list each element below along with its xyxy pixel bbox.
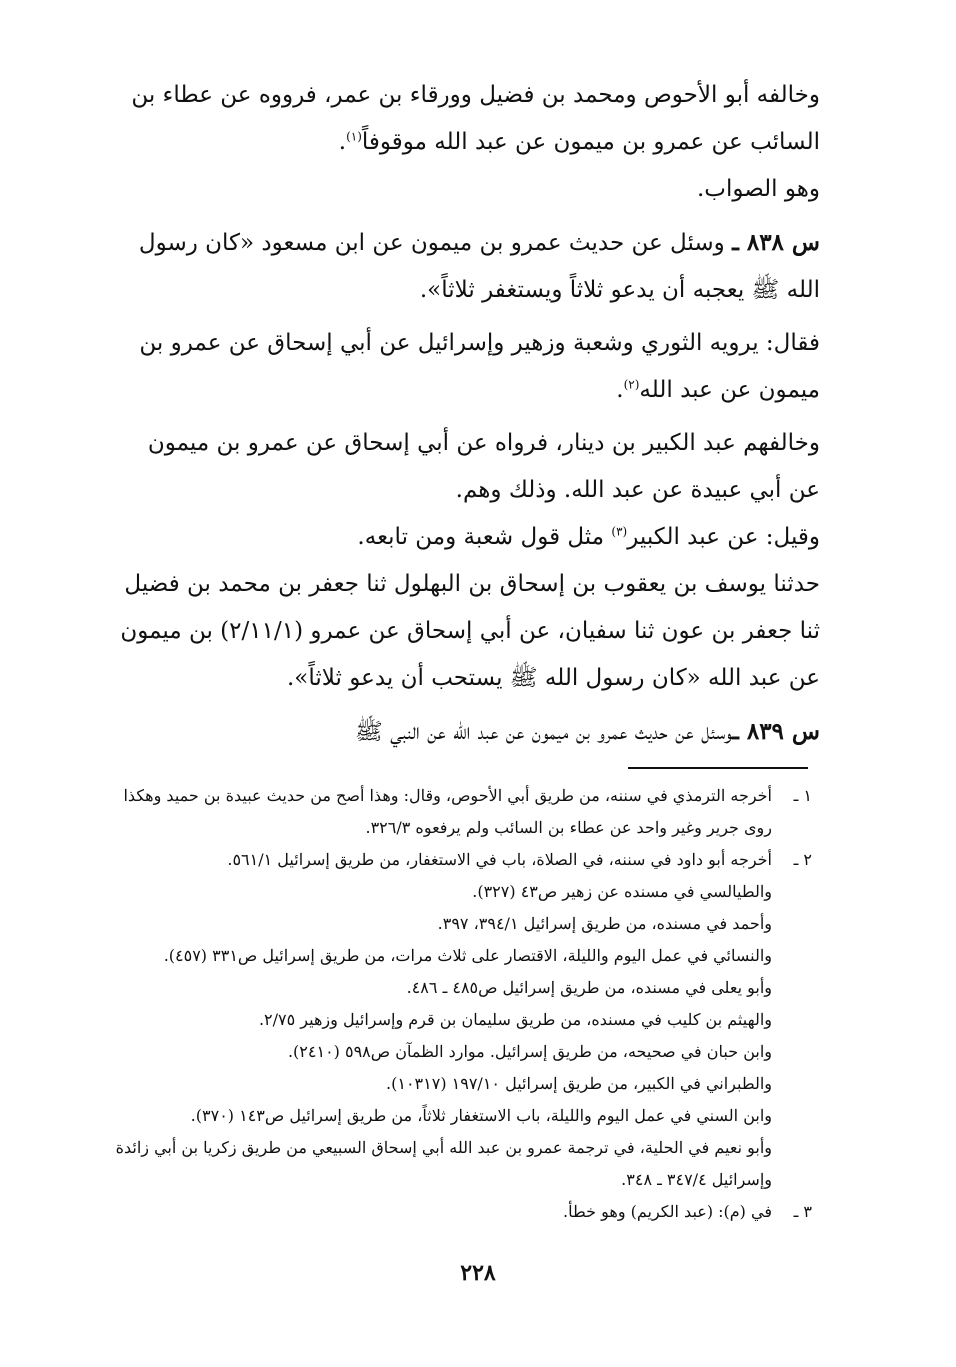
footnote-ref[interactable]: (١) [346, 129, 362, 144]
text-line: وسئل عن حديث عمرو بن ميمون عن عبد الله عن النبي ﷺ [355, 719, 733, 745]
footnote-number: ٢ ـ [793, 850, 812, 869]
footnote [100, 1196, 812, 1228]
footnote-body [100, 780, 772, 844]
text-line: . [338, 129, 347, 155]
footnote-body [100, 1196, 772, 1228]
footnote-line: وأبو نعيم في الحلية، في ترجمة عمرو بن عبد الله أبي إسحاق السبيعي من طريق زكريا بن أبي زائدة [115, 1138, 772, 1157]
footnote-line: والهيثم بن كليب في مسنده، من طريق سليمان بن قرم وإسرائيل وزهير ٢/٧٥. [258, 1010, 772, 1029]
footnote-line: في (م): (عبد الكريم) وهو خطأ. [563, 1202, 772, 1221]
footnote-line: أخرجه أبو داود في سننه، في الصلاة، باب في الاستغفار، من طريق إسرائيل ٥٦١/١. [227, 850, 772, 869]
main-text [100, 72, 820, 756]
question-paragraph [100, 708, 820, 756]
footnote-number: ١ ـ [793, 786, 812, 805]
text-line: عن أبي عبيدة عن عبد الله. وذلك وهم. [455, 477, 820, 503]
text-line: وسئل عن حديث عمرو بن ميمون عن ابن مسعود «كان رسول [138, 230, 733, 256]
footnote-line: أخرجه الترمذي في سننه، من طريق أبي الأحوص، وقال: وهذا أصح من حديث عبيدة بن حميد وهكذا [123, 786, 772, 805]
footnote-body [100, 844, 772, 1196]
text-line: عن عبد الله «كان رسول الله ﷺ يستحب أن يدعو ثلاثاً». [286, 665, 820, 691]
text-line: مثل قول شعبة ومن تابعه. [357, 524, 612, 550]
text-line: وقيل: عن عبد الكبير [627, 524, 820, 550]
text-line: وخالفهم عبد الكبير بن دينار، فرواه عن أبي إسحاق عن عمرو بن ميمون [147, 430, 820, 456]
footnote-line: وأحمد في مسنده، من طريق إسرائيل ٣٩٤/١، ٣٩٧. [437, 914, 772, 933]
footnote-separator [628, 767, 808, 769]
text-line: الله ﷺ يعجبه أن يدعو ثلاثاً ويستغفر ثلاثاً». [419, 277, 820, 303]
footnote-line: وأبو يعلى في مسنده، من طريق إسرائيل ص٤٨٥ ـ ٤٨٦. [406, 978, 772, 997]
footnote-line: وابن السني في عمل اليوم والليلة، باب الاستغفار ثلاثاً، من طريق إسرائيل ص١٤٣ (٣٧٠). [190, 1106, 772, 1125]
paragraph [100, 420, 820, 514]
question-number: س ٨٣٩ ـ [732, 718, 820, 745]
paragraph [100, 561, 820, 702]
footnote-line: روى جرير وغير واحد عن عطاء بن السائب ولم يرفعوه ٣٢٦/٣. [365, 818, 772, 837]
text-line: السائب عن عمرو بن ميمون عن عبد الله موقوفاً [361, 129, 820, 155]
question-number: س ٨٣٨ ـ [732, 229, 820, 256]
footnote-line: والطيالسي في مسنده عن زهير ص٤٣ (٣٢٧). [472, 882, 772, 901]
text-line: حدثنا يوسف بن يعقوب بن إسحاق بن البهلول ثنا جعفر بن محمد بن فضيل [124, 571, 820, 597]
footnote-line: وابن حبان في صحيحه، من طريق إسرائيل. موارد الظمآن ص٥٩٨ (٢٤١٠). [287, 1042, 772, 1061]
footnote-line: والنسائي في عمل اليوم والليلة، الاقتصار على ثلاث مرات، من طريق إسرائيل ص٣٣١ (٤٥٧). [163, 946, 772, 965]
text-line: وهو الصواب. [696, 176, 820, 202]
footnotes [100, 780, 812, 1228]
text-line: . [616, 377, 624, 403]
paragraph [100, 72, 820, 166]
text-line: ميمون عن عبد الله [639, 377, 820, 403]
footnote-number: ٣ ـ [793, 1202, 812, 1221]
text-line: فقال: يرويه الثوري وشعبة وزهير وإسرائيل عن أبي إسحاق عن عمرو بن [139, 330, 820, 356]
footnote-ref[interactable]: (٣) [611, 524, 628, 539]
paragraph [100, 166, 820, 213]
page-number: ٢٢٨ [460, 1260, 496, 1286]
footnote [100, 780, 812, 844]
footnote [100, 844, 812, 1196]
footnote-line: وإسرائيل ٣٤٧/٤ ـ ٣٤٨. [621, 1170, 772, 1189]
footnote-ref[interactable]: (٢) [623, 377, 640, 392]
paragraph [100, 320, 820, 414]
question-paragraph [100, 219, 820, 314]
text-line: ثنا جعفر بن عون ثنا سفيان، عن أبي إسحاق عن عمرو (٢/١١/١) بن ميمون [120, 618, 820, 644]
text-line: وخالفه أبو الأحوص ومحمد بن فضيل وورقاء بن عمر، فرووه عن عطاء بن [131, 82, 820, 108]
paragraph [100, 514, 820, 561]
footnote-line: والطبراني في الكبير، من طريق إسرائيل ١٩٧/١٠ (١٠٣١٧). [386, 1074, 772, 1093]
